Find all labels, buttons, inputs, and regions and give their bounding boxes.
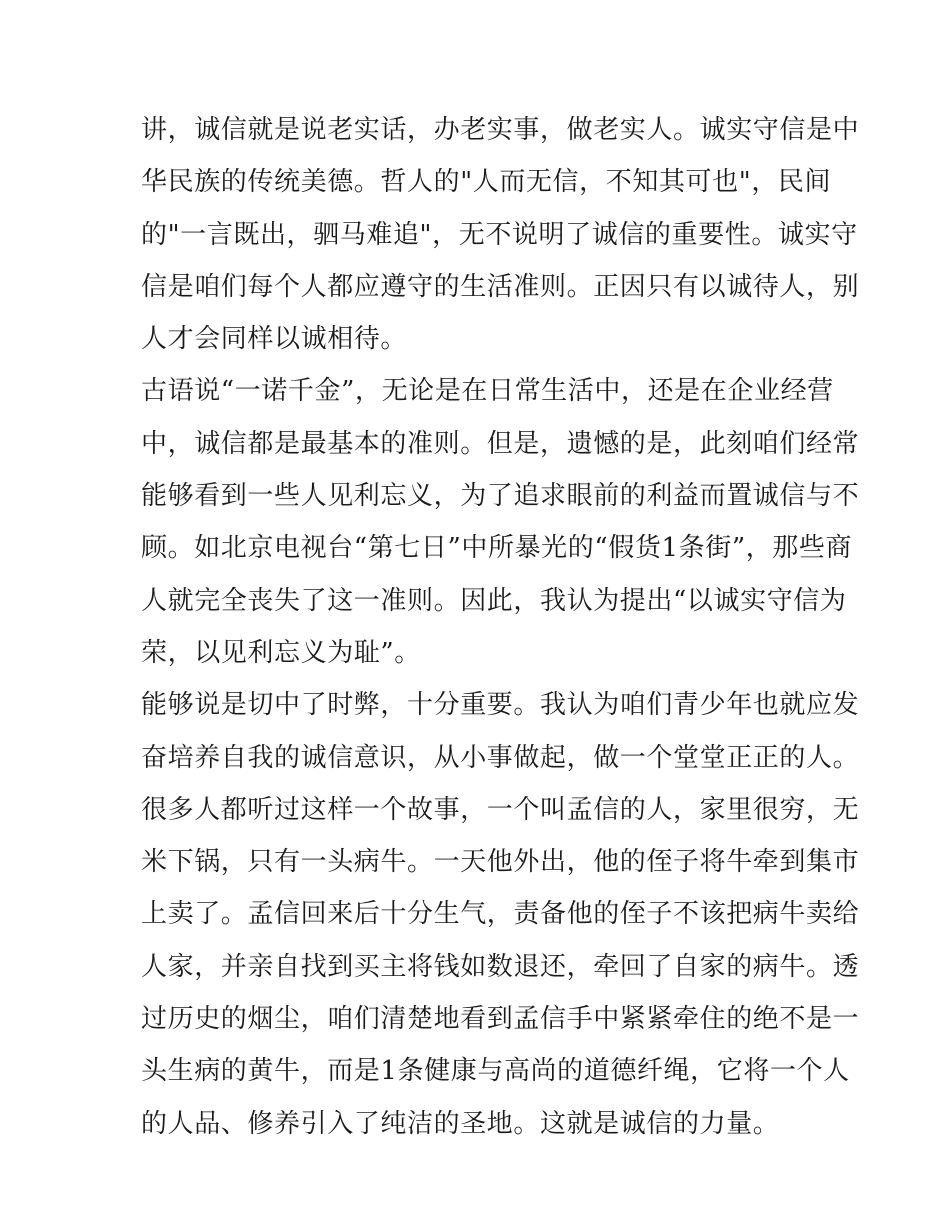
paragraph-2 <box>141 365 860 679</box>
text-line: 人才会同样以诚相待。 <box>141 324 408 355</box>
text-line: 的人品、修养引入了纯洁的圣地。这就是诚信的力量。 <box>141 1108 780 1139</box>
text-line: 米下锅，只有一头病牛。一天他外出，他的侄子将牛牵到集市 <box>141 847 860 878</box>
text-line: 信是咱们每个人都应遵守的生活准则。正因只有以诚待人，别 <box>141 271 860 302</box>
text-line: 能够看到一些人见利忘义，为了追求眼前的利益而置诚信与不 <box>141 481 860 512</box>
text-line: 头生病的黄牛，而是1条健康与高尚的道德纤绳，它将一个人 <box>141 1056 850 1087</box>
text-line: 人就完全丧失了这一准则。因此，我认为提出“以诚实守信为 <box>141 585 847 616</box>
text-line: 古语说“一诺千金”，无论是在日常生活中，还是在企业经营 <box>141 376 834 407</box>
text-line: 很多人都听过这样一个故事，一个叫孟信的人，家里很穷，无 <box>141 794 860 825</box>
text-line: 能够说是切中了时弊，十分重要。我认为咱们青少年也就应发 <box>141 690 860 721</box>
text-line: 上卖了。孟信回来后十分生气，责备他的侄子不该把病牛卖给 <box>141 899 860 930</box>
document-body <box>141 104 860 1150</box>
text-line: 人家，并亲自找到买主将钱如数退还，牵回了自家的病牛。透 <box>141 951 860 982</box>
paragraph-3 <box>141 679 860 1150</box>
text-line: 的"一言既出，驷马难追"，无不说明了诚信的重要性。诚实守 <box>141 219 858 250</box>
text-line: 过历史的烟尘，咱们清楚地看到孟信手中紧紧牵住的绝不是一 <box>141 1004 860 1035</box>
text-line: 荣，以见利忘义为耻”。 <box>141 637 421 668</box>
text-line: 奋培养自我的诚信意识，从小事做起，做一个堂堂正正的人。 <box>141 742 860 773</box>
text-line: 顾。如北京电视台“第七日”中所暴光的“假货1条街”，那些商 <box>141 533 853 564</box>
paragraph-1 <box>141 104 860 365</box>
text-line: 华民族的传统美德。哲人的"人而无信，不知其可也"，民间 <box>141 167 832 198</box>
text-line: 讲，诚信就是说老实话，办老实事，做老实人。诚实守信是中 <box>141 115 860 145</box>
text-line: 中，诚信都是最基本的准则。但是，遗憾的是，此刻咱们经常 <box>141 428 860 459</box>
